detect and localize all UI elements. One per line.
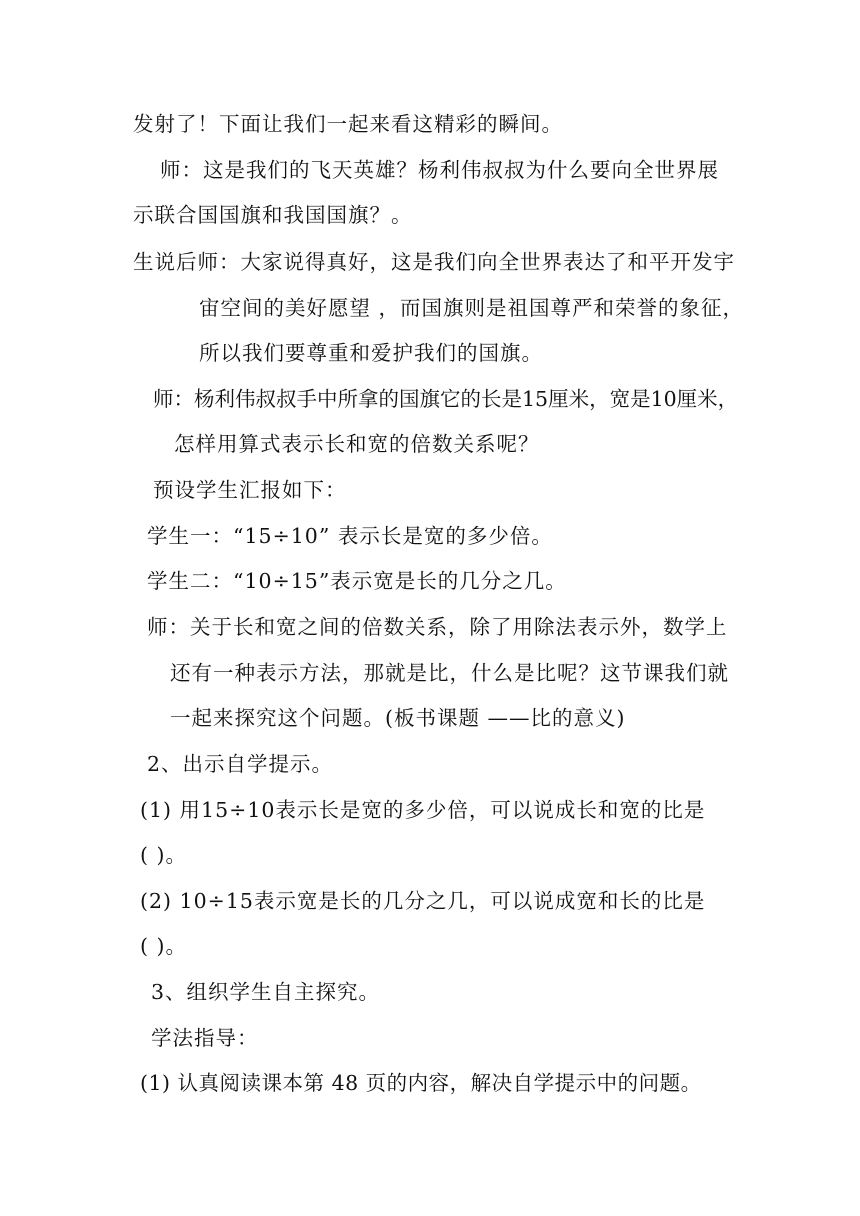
- text-line: ( )。: [140, 934, 188, 958]
- text-line: 一起来探究这个问题。(板书课题 ——比的意义): [170, 706, 626, 730]
- text-line: 学法指导：: [151, 1026, 259, 1050]
- text-line: (1) 用15÷10表示长是宽的多少倍，可以说成长和宽的比是: [140, 798, 706, 822]
- text-line: 示联合国国旗和我国国旗？。: [133, 203, 413, 227]
- text-line: 生说后师：大家说得真好，这是我们向全世界表达了和平开发宇: [133, 250, 735, 274]
- text-line: 师：这是我们的飞天英雄？杨利伟叔叔为什么要向全世界展: [160, 158, 719, 182]
- text-line: 还有一种表示方法，那就是比，什么是比呢？这节课我们就: [170, 661, 729, 685]
- text-line: (2) 10÷15表示宽是长的几分之几，可以说成宽和长的比是: [140, 889, 706, 913]
- text-line: ( )。: [140, 843, 188, 867]
- text-line: 怎样用算式表示长和宽的倍数关系呢？: [174, 432, 540, 456]
- text-line: 预设学生汇报如下：: [153, 478, 347, 502]
- text-line: (1) 认真阅读课本第 48 页的内容，解决自学提示中的问题。: [140, 1071, 702, 1095]
- text-line: 学生一：“15÷10” 表示长是宽的多少倍。: [147, 524, 553, 548]
- text-line: 3、组织学生自主探究。: [151, 980, 381, 1004]
- text-line: 宙空间的美好愿望 ，而国旗则是祖国尊严和荣誉的象征，: [199, 296, 745, 320]
- text-line: 师：关于长和宽之间的倍数关系，除了用除法表示外，数学上: [147, 615, 728, 639]
- text-line: 发射了！下面让我们一起来看这精彩的瞬间。: [133, 112, 563, 136]
- text-line: 学生二：“10÷15”表示宽是长的几分之几。: [147, 569, 567, 593]
- text-line: 2、出示自学提示。: [147, 752, 334, 776]
- text-line: 所以我们要尊重和爱护我们的国旗。: [199, 341, 543, 365]
- text-line: 师：杨利伟叔叔手中所拿的国旗它的长是15厘米，宽是10厘米，: [153, 387, 739, 411]
